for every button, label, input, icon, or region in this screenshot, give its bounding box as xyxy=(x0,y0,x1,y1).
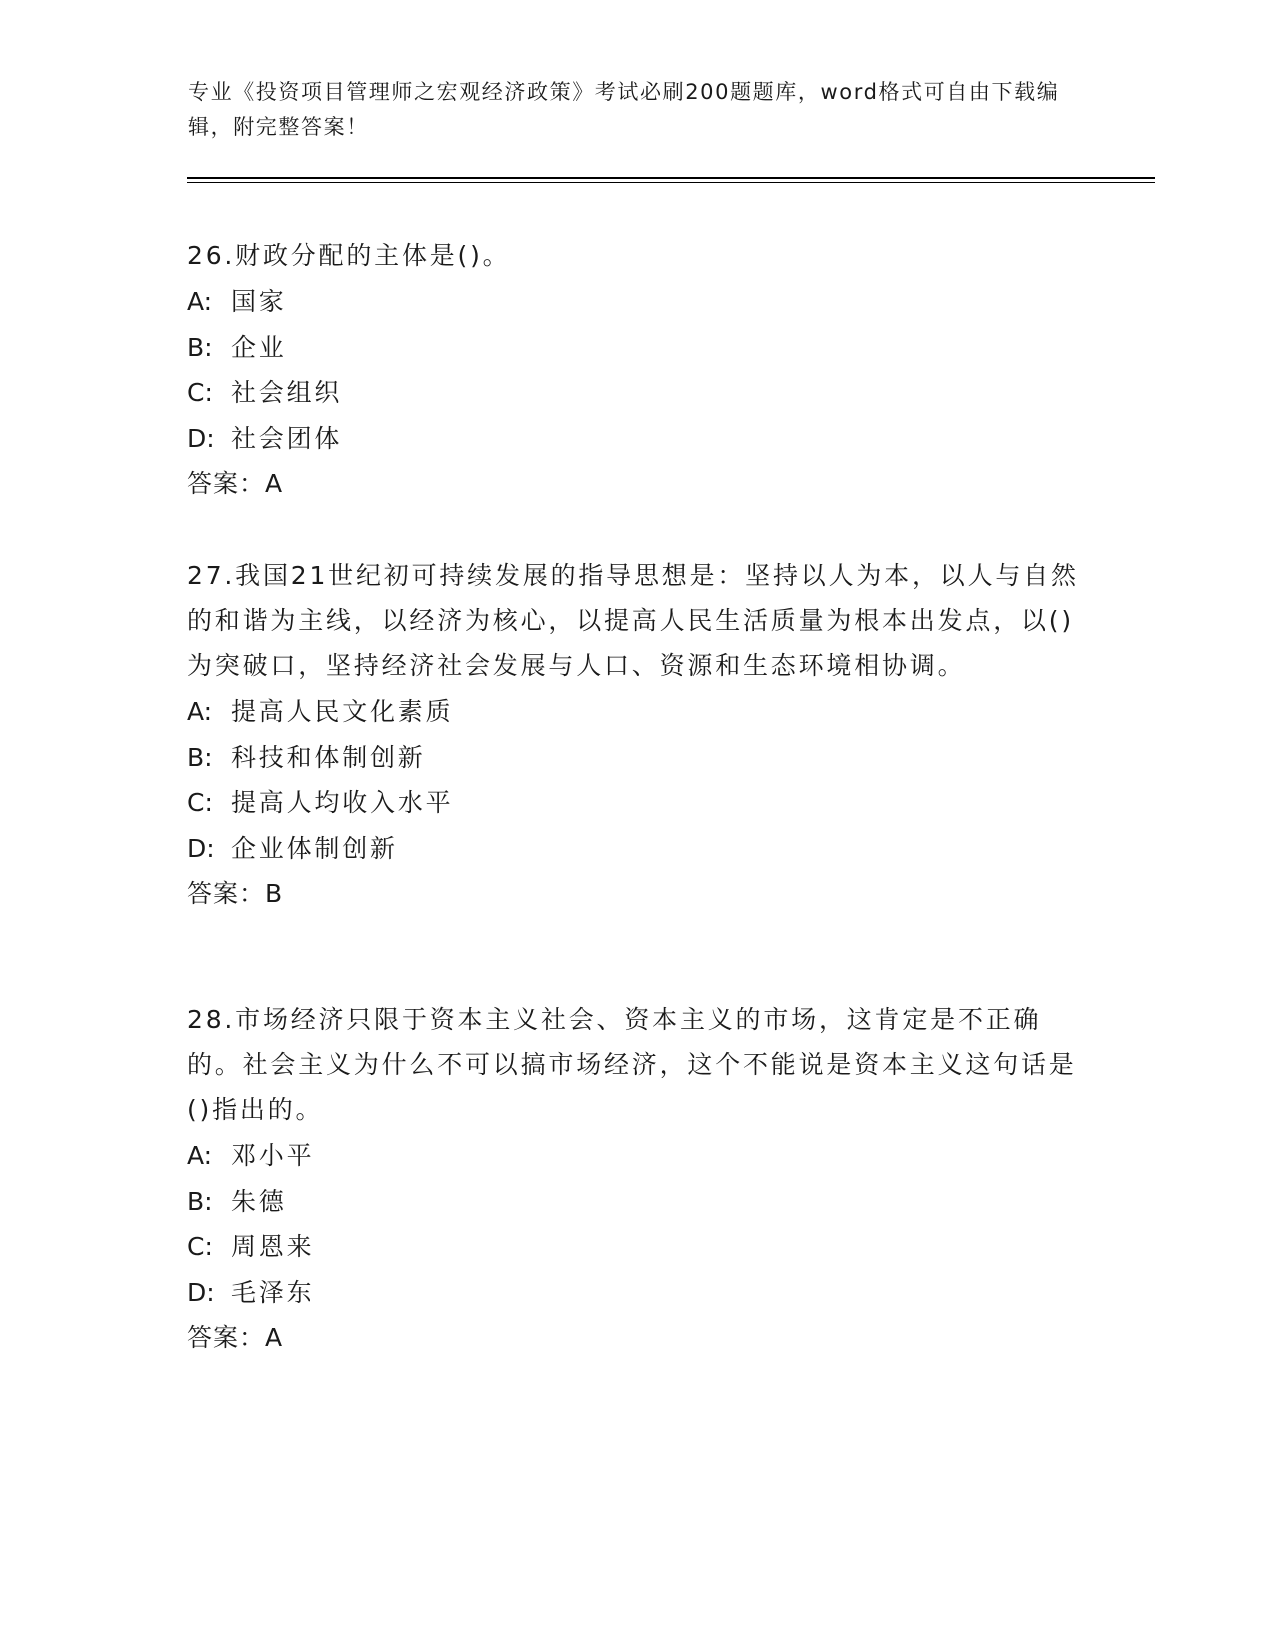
option-c xyxy=(187,370,1087,416)
option-letter: C: xyxy=(187,378,213,407)
option-d xyxy=(187,416,1087,462)
option-letter: B: xyxy=(187,1186,213,1216)
option-c xyxy=(187,1224,1087,1270)
question-28 xyxy=(187,997,1087,1361)
option-letter: A: xyxy=(187,287,213,316)
option-text: 朱德 xyxy=(231,1186,287,1216)
option-letter: C: xyxy=(187,1232,213,1261)
option-a xyxy=(187,1133,1087,1179)
header-divider-thick xyxy=(187,177,1155,179)
option-text: 邓小平 xyxy=(231,1141,315,1170)
option-letter: D: xyxy=(187,833,215,863)
option-a xyxy=(187,279,1087,325)
option-b xyxy=(187,325,1087,371)
option-text: 毛泽东 xyxy=(231,1277,315,1307)
option-letter: A: xyxy=(187,1141,213,1170)
option-text: 社会组织 xyxy=(231,378,343,407)
question-stem: 27.我国21世纪初可持续发展的指导思想是：坚持以人为本，以人与自然的和谐为主线，以经济为核心，以提高人民生活质量为根本出发点，以()为突破口，坚持经济社会发展与人口、资源和生态环境相协调。 xyxy=(187,561,1079,680)
option-text: 国家 xyxy=(231,287,287,316)
question-stem: 28.市场经济只限于资本主义社会、资本主义的市场，这肯定是不正确的。社会主义为什么不可以搞市场经济，这个不能说是资本主义这句话是()指出的。 xyxy=(187,1005,1077,1124)
option-d xyxy=(187,1270,1087,1316)
option-letter: D: xyxy=(187,1277,215,1307)
option-text: 提高人均收入水平 xyxy=(231,788,454,817)
option-letter: A: xyxy=(187,697,213,726)
question-26 xyxy=(187,233,1087,507)
option-letter: B: xyxy=(187,742,213,772)
answer-line: 答案：A xyxy=(187,1323,284,1352)
option-a xyxy=(187,689,1087,735)
option-b xyxy=(187,1179,1087,1225)
option-letter: B: xyxy=(187,332,213,362)
option-text: 周恩来 xyxy=(231,1232,315,1261)
option-text: 企业体制创新 xyxy=(231,833,398,863)
option-text: 企业 xyxy=(231,332,287,362)
option-d xyxy=(187,826,1087,872)
option-text: 社会团体 xyxy=(231,423,343,453)
option-c xyxy=(187,780,1087,826)
option-text: 科技和体制创新 xyxy=(231,742,426,772)
option-b xyxy=(187,735,1087,781)
option-letter: C: xyxy=(187,788,213,817)
header-divider-thin xyxy=(187,182,1155,183)
document-header: 专业《投资项目管理师之宏观经济政策》考试必刷200题题库，word格式可自由下载编辑，附完整答案！ xyxy=(188,80,1060,139)
question-27 xyxy=(187,553,1087,917)
question-stem: 26.财政分配的主体是()。 xyxy=(187,241,511,270)
option-letter: D: xyxy=(187,423,215,453)
answer-line: 答案：B xyxy=(187,879,284,908)
answer-line: 答案：A xyxy=(187,469,284,498)
option-text: 提高人民文化素质 xyxy=(231,697,454,726)
